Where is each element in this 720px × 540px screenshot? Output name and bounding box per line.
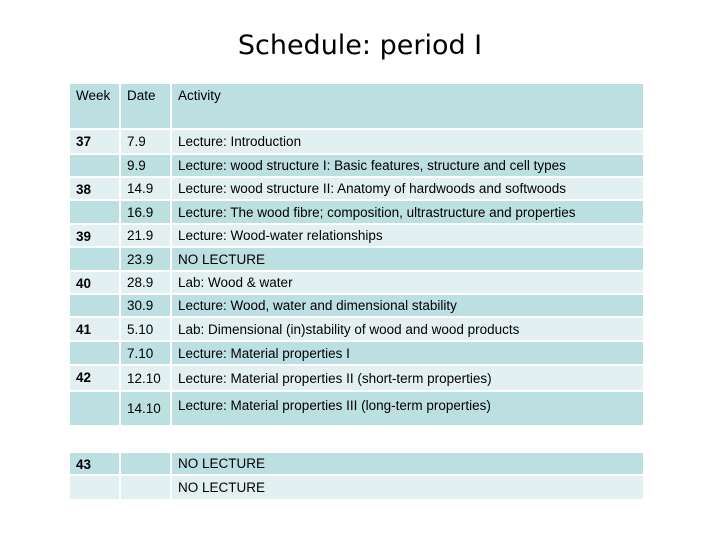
header-week: Week [70, 84, 121, 130]
week-cell [70, 201, 121, 225]
date-cell: 14.9 [121, 178, 172, 201]
activity-cell: Lecture: Introduction [172, 130, 643, 155]
week-cell [70, 476, 121, 501]
week-cell: 37 [70, 130, 121, 155]
activity-cell: NO LECTURE [172, 248, 643, 272]
date-cell: 28.9 [121, 272, 172, 295]
date-cell: 16.9 [121, 201, 172, 225]
table-row [70, 476, 643, 501]
date-cell: 23.9 [121, 248, 172, 272]
week-cell [70, 155, 121, 178]
activity-cell: Lecture: The wood fibre; composition, ultrastructure and properties [172, 201, 643, 225]
activity-cell: Lecture: Wood, water and dimensional stability [172, 295, 643, 318]
table-row [70, 392, 643, 427]
week-cell [70, 392, 121, 427]
date-cell: 7.9 [121, 130, 172, 155]
schedule-table [70, 84, 643, 501]
activity-cell: Lecture: wood structure II: Anatomy of hardwoods and softwoods [172, 178, 643, 201]
date-cell [121, 453, 172, 476]
activity-cell: Lecture: Material properties I [172, 342, 643, 366]
activity-cell: Lab: Dimensional (in)stability of wood and wood products [172, 318, 643, 342]
activity-cell: NO LECTURE [172, 453, 643, 476]
table-row [70, 155, 643, 178]
week-cell [70, 295, 121, 318]
activity-cell: Lecture: Material properties III (long-term properties) [172, 392, 643, 427]
activity-cell: Lecture: Material properties II (short-term properties) [172, 366, 643, 392]
date-cell: 21.9 [121, 225, 172, 248]
table-header-row [70, 84, 643, 130]
week-cell: 40 [70, 272, 121, 295]
week-cell: 38 [70, 178, 121, 201]
date-cell: 12.10 [121, 366, 172, 392]
activity-cell: NO LECTURE [172, 476, 643, 501]
activity-cell: Lecture: wood structure I: Basic features, structure and cell types [172, 155, 643, 178]
table-row [70, 272, 643, 295]
header-activity: Activity [172, 84, 643, 130]
date-cell: 7.10 [121, 342, 172, 366]
table-row [70, 453, 643, 476]
table-row [70, 366, 643, 392]
table-row [70, 201, 643, 225]
activity-cell: Lab: Wood & water [172, 272, 643, 295]
page-title: Schedule: period I [237, 30, 483, 61]
week-cell: 42 [70, 366, 121, 392]
table-row [70, 225, 643, 248]
week-cell: 39 [70, 225, 121, 248]
table-row [70, 295, 643, 318]
table-row [70, 178, 643, 201]
table-row [70, 342, 643, 366]
table-spacer-row [70, 427, 643, 453]
week-cell: 43 [70, 453, 121, 476]
week-cell [70, 248, 121, 272]
date-cell: 5.10 [121, 318, 172, 342]
table-row [70, 248, 643, 272]
activity-cell: Lecture: Wood-water relationships [172, 225, 643, 248]
date-cell: 9.9 [121, 155, 172, 178]
table-row [70, 130, 643, 155]
header-date: Date [121, 84, 172, 130]
table-row [70, 318, 643, 342]
date-cell: 30.9 [121, 295, 172, 318]
week-cell: 41 [70, 318, 121, 342]
date-cell [121, 476, 172, 501]
date-cell: 14.10 [121, 392, 172, 427]
week-cell [70, 342, 121, 366]
